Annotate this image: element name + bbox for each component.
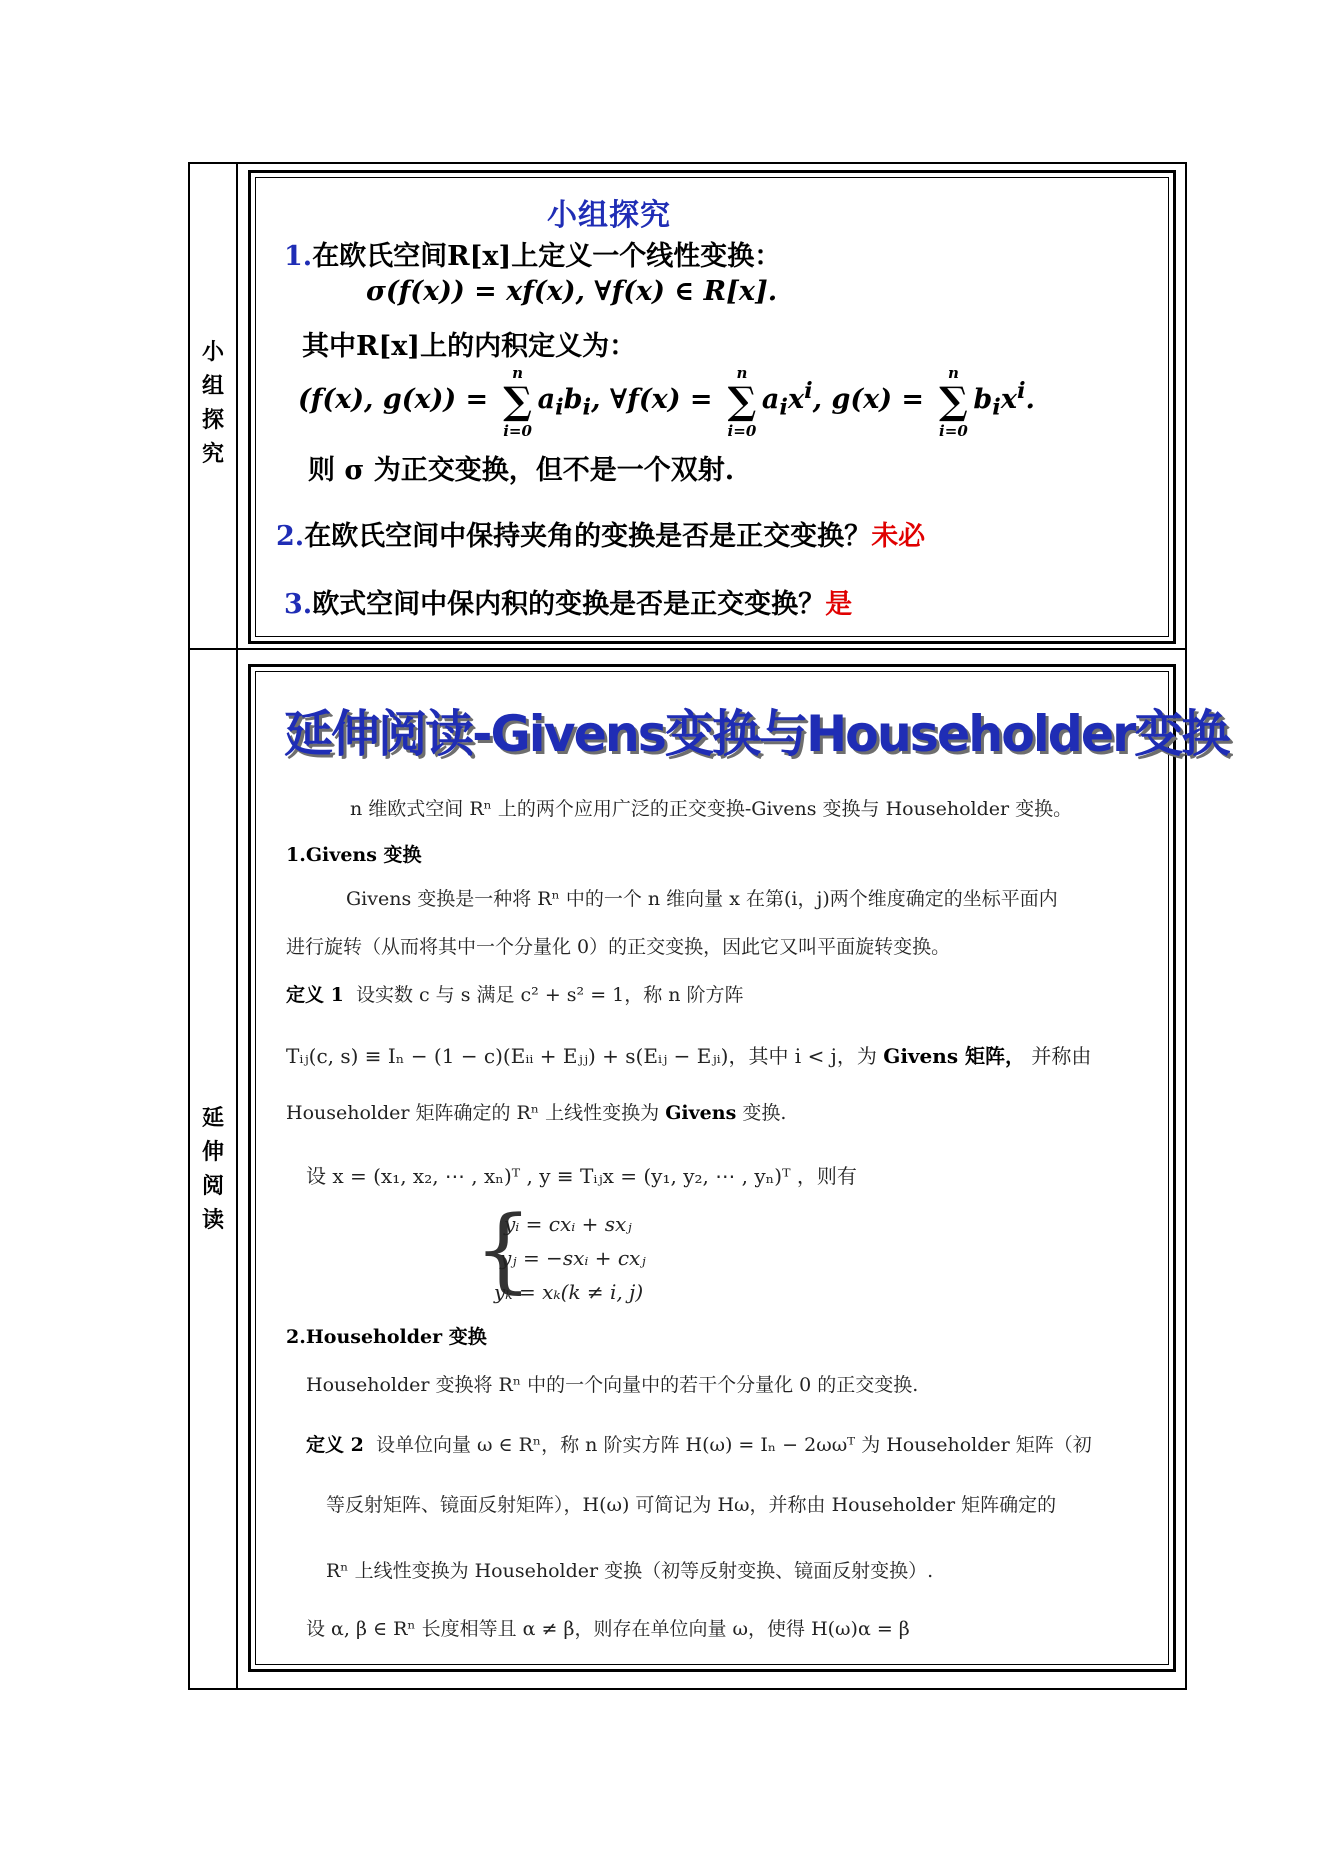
row-label-char: 探 [201,408,224,433]
sum-symbol [498,363,538,440]
section-1-heading: 1.Givens 变换 [286,844,422,866]
table-border-right [1185,162,1187,1690]
formula-end: 并称由 [1031,1044,1092,1068]
givens-matrix-formula [286,1040,1091,1069]
sum-lower: i=0 [727,421,757,440]
sup-i: i [804,378,813,404]
sum-symbol [722,363,762,440]
formula-mid2: , g(x) = [812,384,924,415]
term-a: a [761,384,780,415]
line-bold: Givens [665,1102,737,1124]
definition-1 [286,980,744,1007]
conclusion: 则 σ 为正交变换，但不是一个双射. [308,455,735,486]
equation-system-brace: { [474,1196,533,1303]
inner-product-intro: 其中R[x]上的内积定义为： [302,331,637,362]
givens-definition-line-3 [286,1098,786,1125]
row-label-char: 组 [201,374,224,399]
row-label-char: 究 [201,442,224,467]
sum-lower: i=0 [503,421,532,440]
equation-yi: yᵢ = cxᵢ + sxⱼ [504,1212,632,1236]
term-b: b [973,384,993,415]
sub-i: i [555,394,564,421]
definition-2-line-1 [306,1430,1092,1457]
sub-i: i [582,394,592,421]
formula-mid: , ∀f(x) = [591,384,713,415]
answer: 未必 [871,521,926,552]
question-text: 在欧氏空间R[x]上定义一个线性变换： [312,241,782,272]
definition-label: 定义 2 [306,1434,364,1456]
sum-symbol [933,363,973,440]
line-end: 变换. [742,1102,787,1124]
sub-i: i [992,394,1001,421]
answer: 是 [825,589,853,620]
givens-paragraph-line-2: 进行旋转（从而将其中一个分量化 0）的正交变换，因此它又叫平面旋转变换。 [286,936,951,958]
table-divider-column [236,162,238,1690]
sum-lower: i=0 [939,421,968,440]
sup-i: i [1016,378,1026,404]
table-border-top [188,162,1187,164]
givens-paragraph-line-1: Givens 变换是一种将 Rⁿ 中的一个 n 维向量 x 在第(i，j)两个维度确定的坐标平面内 [346,888,1058,910]
equation-yj: yⱼ = −sxᵢ + cxⱼ [500,1246,646,1270]
row-label-group-inquiry [190,336,236,472]
sigma: ∑ [727,377,757,423]
final-statement: 设 α, β ∈ Rⁿ 长度相等且 α ≠ β，则存在单位向量 ω，使得 H(ω)α = β [306,1618,910,1640]
sum-upper: n [736,363,748,382]
row-label-char: 阅 [201,1174,224,1199]
row-label-extended-reading [190,1102,236,1238]
line-text: Householder 矩阵确定的 Rⁿ 上线性变换为 [286,1102,660,1124]
definition-text: 设单位向量 ω ∈ Rⁿ，称 n 阶实方阵 H(ω) = Iₙ − 2ωωᵀ 为 Householder 矩阵（初 [375,1434,1092,1456]
question-text: 在欧氏空间中保持夹角的变换是否是正交变换？ [304,521,872,552]
formula-end: . [1025,384,1035,415]
definition-text: 设实数 c 与 s 满足 c² + s² = 1，称 n 阶方阵 [355,984,744,1006]
definition-2-line-3: Rⁿ 上线性变换为 Householder 变换（初等反射变换、镜面反射变换）. [326,1560,934,1582]
sub-i: i [779,394,788,421]
term-b: b [563,384,583,415]
table-border-bottom [188,1688,1187,1690]
sum-upper: n [512,363,524,382]
question-2 [276,514,925,553]
question-text: 欧式空间中保内积的变换是否是正交变换？ [312,589,826,620]
formula-lhs: (f(x), g(x)) = [298,384,489,415]
question-number: 3. [284,589,313,620]
panel-title: 小组探究 [547,198,671,233]
question-3 [284,582,852,621]
vector-setup: 设 x = (x₁, x₂, ⋯ , xₙ)ᵀ , y ≡ Tᵢⱼx = (y₁, y₂, ⋯ , yₙ)ᵀ ，则有 [306,1164,857,1188]
term-a: a [537,384,556,415]
formula-bold: Givens 矩阵， [883,1044,1026,1068]
sigma: ∑ [939,377,968,423]
formula-text: Tᵢⱼ(c, s) ≡ Iₙ − (1 − c)(Eᵢᵢ + Eⱼⱼ) + s(Eᵢⱼ − Eⱼᵢ)，其中 i < j，为 [286,1044,877,1068]
row-label-char: 伸 [201,1140,224,1165]
term-x: x [787,384,805,415]
question-number: 2. [276,521,305,552]
inner-product-formula [298,363,1035,440]
intro-paragraph: n 维欧式空间 Rⁿ 上的两个应用广泛的正交变换-Givens 变换与 Householder 变换。 [350,798,1073,820]
householder-paragraph: Householder 变换将 Rⁿ 中的一个向量中的若干个分量化 0 的正交变换. [306,1374,919,1396]
extended-reading-title: 延伸阅读-Givens变换与Householder变换 [284,705,1229,763]
table-row-divider [188,648,1187,650]
sigma: ∑ [503,377,532,423]
equation-yk: yₖ = xₖ(k ≠ i, j) [494,1280,644,1304]
section-2-heading: 2.Householder 变换 [286,1326,487,1348]
definition-2-line-2: 等反射矩阵、镜面反射矩阵），H(ω) 可简记为 Hω，并称由 Householder 矩阵确定的 [326,1494,1057,1516]
definition-label: 定义 1 [286,984,344,1006]
sum-upper: n [947,363,959,382]
row-label-char: 小 [201,340,224,365]
row-label-char: 读 [201,1208,224,1233]
question-number: 1. [284,241,313,272]
question-1-formula: σ(f(x)) = xf(x), ∀f(x) ∈ R[x]. [366,276,778,307]
question-1 [284,234,781,273]
row-label-char: 延 [201,1106,224,1131]
term-x: x [1000,384,1017,415]
